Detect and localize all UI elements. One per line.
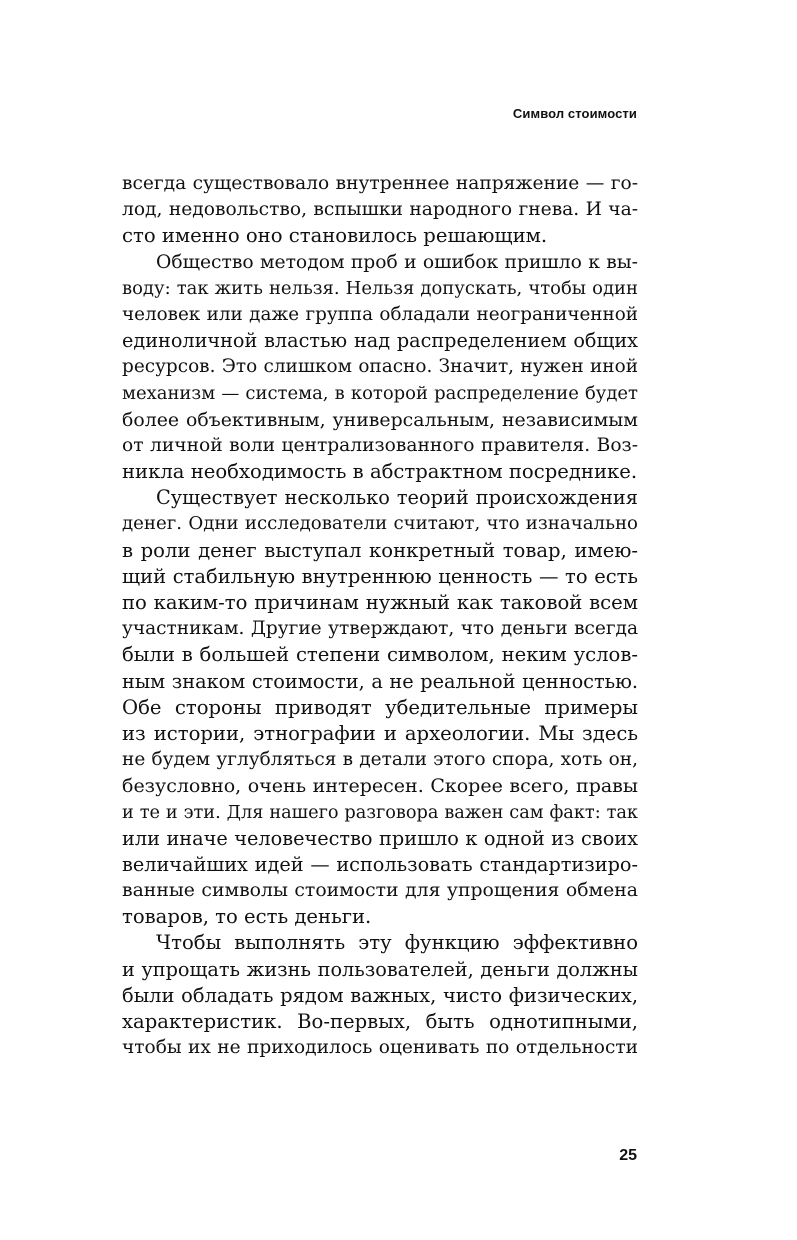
text-line: не будем углубляться в детали этого спора, хоть он,	[122, 749, 638, 771]
body-text	[122, 171, 638, 1061]
text-line: участникам. Другие утверждают, что деньги всегда	[122, 618, 638, 640]
page-number: 25	[619, 1147, 637, 1164]
text-line: ресурсов. Это слишком опасно. Значит, нужен иной	[122, 356, 638, 378]
text-line: щий стабильную внутреннюю ценность — то есть	[122, 564, 638, 588]
text-line: или иначе человечество пришло к одной из своих	[122, 826, 638, 850]
text-line: всегда существовало внутреннее напряжение — го-	[122, 173, 638, 194]
text-line: чтобы их не приходилось оценивать по отдельности	[122, 1037, 638, 1059]
text-line: были в большей степени символом, неким услов-	[122, 643, 638, 667]
text-line: из истории, этнографии и археологии. Мы здесь	[122, 721, 638, 745]
text-line: были обладать рядом важных, чисто физических,	[122, 983, 638, 1007]
text-line: и те и эти. Для нашего разговора важен сам факт: так	[122, 802, 638, 823]
text-line: механизм — система, в которой распределение будет	[122, 382, 638, 404]
text-line: никла необходимость в абстрактном посреднике.	[122, 460, 638, 484]
text-line: Обе стороны приводят убедительные примеры	[122, 695, 638, 719]
text-line: безусловно, очень интересен. Скорее всего, правы	[122, 775, 638, 798]
text-line: товаров, то есть деньги.	[122, 905, 372, 929]
text-line: человек или даже группа обладали неограниченной	[122, 303, 638, 325]
text-line: в роли денег выступал конкретный товар, имею-	[122, 538, 638, 562]
text-line: лод, недовольство, вспышки народного гнева. И ча-	[122, 199, 638, 221]
text-line: более объективным, универсальным, независимым	[122, 408, 638, 431]
text-line: и упрощать жизнь пользователей, деньги должны	[122, 957, 638, 981]
text-line: по каким-то причинам нужный как таковой всем	[122, 591, 638, 614]
text-line: ванные символы стоимости для упрощения обмена	[122, 880, 638, 902]
text-line: воду: так жить нельзя. Нельзя допускать, чтобы один	[122, 277, 638, 299]
text-line: Существует несколько теорий происхождения	[156, 486, 638, 510]
text-line: Чтобы выполнять эту функцию эффективно	[156, 931, 638, 955]
text-line: ным знаком стоимости, а не реальной ценностью.	[122, 669, 638, 693]
text-line: от личной воли централизованного правителя. Воз-	[122, 434, 638, 456]
text-line: денег. Одни исследователи считают, что изначально	[122, 513, 638, 535]
text-line: Общество методом проб и ошибок пришло к вы-	[156, 251, 638, 273]
running-head: Символ стоимости	[512, 106, 637, 121]
text-line: величайших идей — использовать стандартизиро-	[122, 852, 638, 876]
text-line: сто именно оно становилось решающим.	[122, 224, 548, 248]
text-line: единоличной властью над распределением общих	[122, 329, 638, 353]
text-line: характеристик. Во-первых, быть однотипными,	[122, 1010, 638, 1033]
